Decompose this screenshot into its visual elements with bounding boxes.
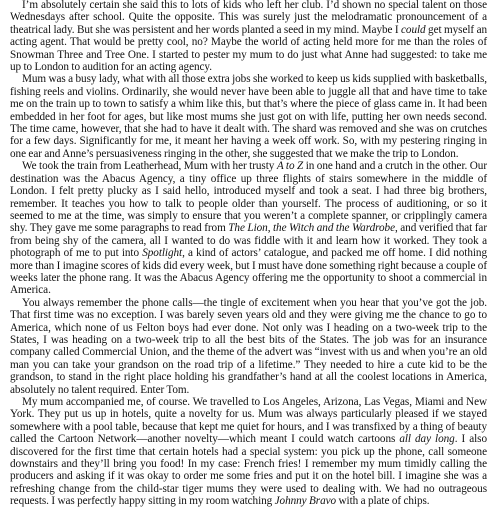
- italic-text-run: Johnny Bravo: [274, 495, 337, 508]
- text-run: . I also discovered for the first time that certain hotels had a special system: you pick up the phone, call someone downstairs and they’ll bring you food! In my case: French fries! I remember my mum timidly calling the producers and asking if it was okay to order me some fries and put it on the hotel bill. I imagine she was a refreshing change from the child-star tiger mums they were used to dealing with. We had no outrageous requests. I was perfectly happy sitting in my room watching: [10, 433, 487, 508]
- text-run: You always remember the phone calls—the tingle of excitement when you hear that you’ve got the job. That first time was no exception. I was barely seven years old and they were giving me the chance to go to America, which none of us Felton boys had ever done. Not only was I heading on a two-week trip to the States, I was heading on a two-week trip to all the best bits of the States. The job was for an insurance company called Commercial Union, and the theme of the advert was “invest with us and when you’re an old man you can take your grandson on the road trip of a lifetime.” They needed to hire a cute kid to be the grandson, to stand in the right place holding his grandfather’s hand at all the coolest locations in America, absolutely no talent required. Enter Tom.: [10, 296, 487, 396]
- paragraph: [10, 0, 487, 73]
- italic-text-run: A to Z: [276, 160, 304, 173]
- paragraph: [10, 73, 487, 160]
- italic-text-run: all day long: [399, 433, 455, 446]
- italic-text-run: Spotlight: [142, 247, 183, 260]
- text-run: , and verified that far from being shy of the camera, all I wanted to do was fiddle with it and learn how it worked. They took a photograph of me to put into: [10, 222, 487, 260]
- text-run: My mum accompanied me, of course. We travelled to Los Angeles, Arizona, Las Vegas, Miami and New York. They put us up in hotels, quite a novelty for us. Mum was always particularly pleased if we stayed somewhere with a pool table, because that kept me quiet for hours, and I was transfixed by a thing of beauty called the Cartoon Network—another novelty—which meant I could watch cartoons: [10, 396, 487, 446]
- italic-text-run: could: [401, 23, 426, 36]
- text-run: in one hand and a crutch in the other. Our destination was the Abacus Agency, a tiny office up three flights of stairs somewhere in the middle of London. I felt pretty plucky as I said hello, introduced myself and took a seat. I had three big brothers, remember. It teaches you how to talk to people older than yourself. The process of auditioning, or so it seemed to me at the time, was simply to ensure that you weren’t a complete spanner, or cripplingly camera shy. They gave me some paragraphs to read from: [10, 160, 487, 235]
- text-run: get myself an acting agent. That would be pretty cool, no? Maybe the world of acting held more for me than the roles of Snowman Three and Tree One. I started to pester my mum to do just what Anne had suggested: to take me up to London to audition for an acting agency.: [10, 23, 488, 74]
- paragraph: [10, 160, 487, 296]
- paragraph: [10, 297, 487, 396]
- text-run: with a plate of chips.: [336, 495, 430, 508]
- paragraph: [10, 396, 487, 508]
- text-run: We took the train from Leatherhead, Mum with her trusty: [22, 160, 277, 173]
- text-run: Mum was a busy lady, what with all those extra jobs she worked to keep us kids supplied with basketballs, fishing reels and violins. Ordinarily, she would never have been able to juggle all that and have time to take me on the train up to town to satisfy a whim like this, but that’s where the piece of glass came in. It had been embedded in her foot for ages, but like most mums she just got on with life, putting her own needs second. The time came, however, that she had to have it dealt with. The shard was removed and she was on crutches for a few days. Significantly for me, it meant her having a week off work. So, with my pestering ringing in one ear and Anne’s persuasiveness ringing in the other, she suggested that we make the trip to London.: [10, 73, 487, 160]
- text-run: , a kind of actors’ catalogue, and packed me off home. I did nothing more than I imagine scores of kids did every week, but I must have done something right because a couple of weeks later the phone rang. It was the Abacus Agency offering me the opportunity to shoot a commercial in America.: [10, 247, 487, 297]
- italic-text-run: The Lion, the Witch and the Wardrobe: [228, 222, 395, 235]
- text-run: I’m absolutely certain she said this to lots of kids who left her club. I’d shown no special talent on those Wednesdays after school. Quite the opposite. This was surely just the melodramatic pronouncement of a theatrical lady. But she was persistent and her words planted a seed in my mind. Maybe I: [10, 0, 487, 36]
